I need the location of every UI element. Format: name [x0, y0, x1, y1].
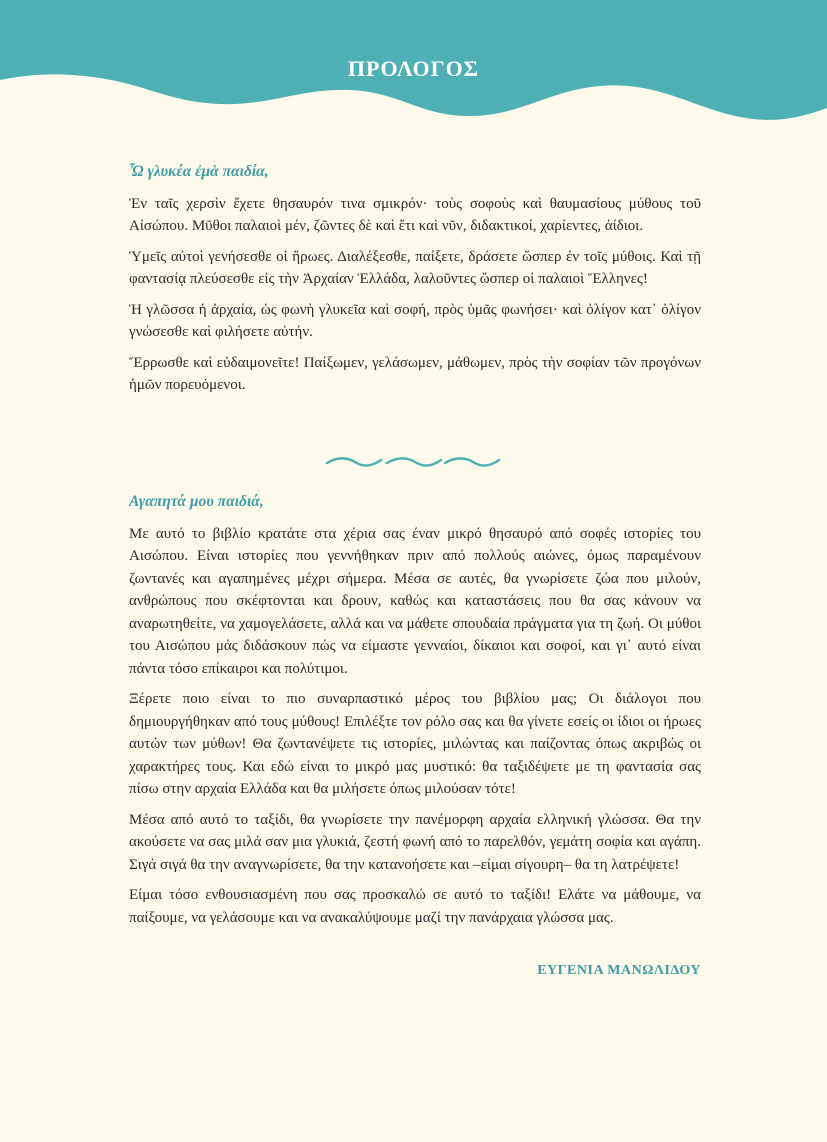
- ancient-paragraph: Ἐν ταῖς χερσὶν ἔχετε θησαυρόν τινα σμικρόν· τοὺς σοφοὺς καὶ θαυμασίους μύθους τοῦ Αἰσώπου. Μῦθοι παλαιοὶ μέν, ζῶντες δὲ καὶ ἔτι καὶ νῦν, διδακτικοί, χαρίεντες, ἀίδιοι.: [129, 195, 701, 234]
- modern-paragraph: Είμαι τόσο ενθουσιασμένη που σας προσκαλώ σε αυτό το ταξίδι! Ελάτε να μάθουμε, να παίξουμε, να γελάσουμε και να ανακαλύψουμε μαζί την πανάρχαια γλώσσα μας.: [129, 887, 701, 926]
- ancient-paragraph: Ἔρρωσθε καὶ εὐδαιμονεῖτε! Παίξωμεν, γελάσωμεν, μάθωμεν, πρὸς τὴν σοφίαν τῶν προγόνων ἡμῶν πορευόμενοι.: [129, 354, 701, 393]
- ancient-paragraph: Ὑμεῖς αὐτοὶ γενήσεσθε οἱ ἥρωες. Διαλέξεσθε, παίξετε, δράσετε ὥσπερ ἐν τοῖς μύθοις. Καὶ τῇ φαντασίᾳ πλεύσεσθε εἰς τὴν Ἀρχαίαν Ἑλλάδα, λαλοῦντες ὥσπερ οἱ παλαιοὶ Ἕλληνες!: [129, 248, 701, 287]
- page-title: ΠΡΟΛΟΓΟΣ: [347, 56, 480, 81]
- author-signature: ΕΥΓΕΝΙΑ ΜΑΝΩΛΙΔΟΥ: [537, 963, 701, 978]
- modern-greeting: Αγαπητά μου παιδιά,: [129, 493, 264, 510]
- ancient-paragraph: Ἡ γλῶσσα ἡ ἀρχαία, ὡς φωνὴ γλυκεῖα καὶ σοφή, πρὸς ὑμᾶς φωνήσει· καὶ ὀλίγον κατ᾽ ὀλίγον γνώσεσθε καὶ φιλήσετε αὐτήν.: [129, 301, 701, 340]
- ancient-greek-section: [129, 161, 701, 405]
- modern-paragraph: Μέσα από αυτό το ταξίδι, θα γνωρίσετε την πανέμορφη αρχαία ελληνική γλώσσα. Θα την ακούσετε να σας μιλά σαν μια γλυκιά, ζεστή φωνή από το παρελθόν, γεμάτη σοφία και αγάπη. Σιγά σιγά θα την αναγνωρίσετε, θα την κατανοήσετε και –είμαι σίγουρη– θα τη λατρέψετε!: [129, 811, 701, 873]
- modern-greek-section: [129, 491, 701, 937]
- ancient-greeting: Ὦ γλυκέα ἐμὰ παιδία,: [129, 163, 269, 180]
- modern-paragraph: Με αυτό το βιβλίο κρατάτε στα χέρια σας έναν μικρό θησαυρό από σοφές ιστορίες του Αισώπου. Είναι ιστορίες που γεννήθηκαν πριν από πολλούς αιώνες, όμως παραμένουν ζωντανές και αγαπημένες μέχρι σήμερα. Μέσα σε αυτές, θα γνωρίσετε ζώα που μιλούν, ανθρώπους που σκέφτονται και δρουν, καθώς και καταστάσεις που θα σας κάνουν να αναρωτηθείτε, να χαμογελάσετε, αλλά και να μάθετε σπουδαία πράγματα για τη ζωή. Οι μύθοι του Αισώπου μάς διδάσκουν πώς να είμαστε γενναίοι, δίκαιοι και σοφοί, και γι᾽ αυτό είναι πάντα τόσο επίκαιροι και πολύτιμοι.: [129, 525, 701, 677]
- wave-divider-icon: [325, 454, 501, 470]
- modern-paragraph: Ξέρετε ποιο είναι το πιο συναρπαστικό μέρος του βιβλίου μας; Οι διάλογοι που δημιουργήθηκαν από τους μύθους! Επιλέξτε τον ρόλο σας και θα γίνετε εσείς οι ίδιοι οι ήρωες αυτών των μύθων! Θα ζωντανέψετε τις ιστορίες, μιλώντας και παίζοντας όπως ακριβώς οι χαρακτήρες τους. Και εδώ είναι το μικρό μας μυστικό: θα ταξιδέψετε με τη φαντασία σας πίσω στην αρχαία Ελλάδα και θα μιλήσετε όπως μιλούσαν τότε!: [129, 691, 701, 797]
- header-banner: [0, 0, 827, 130]
